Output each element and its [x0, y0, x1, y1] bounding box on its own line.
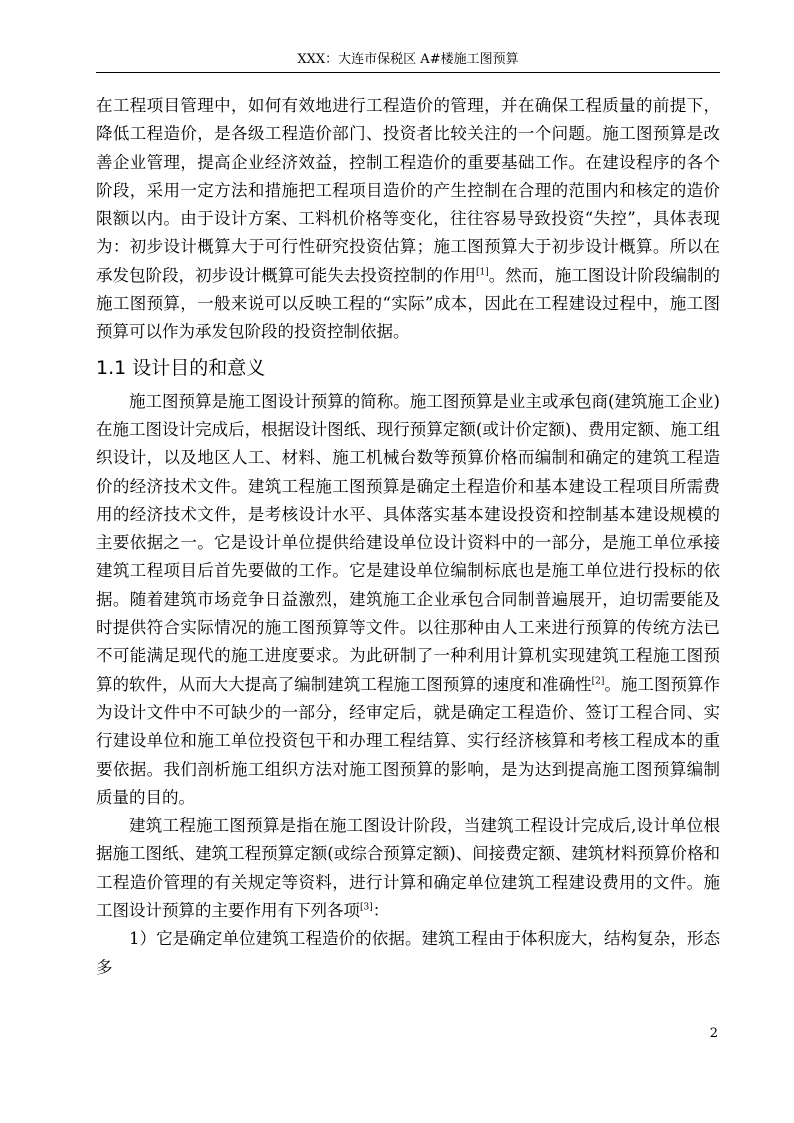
paragraph-definition-text-1: 施工图预算是施工图设计预算的简称。施工图预算是业主或承包商(建筑施工企业)在施工图设计完成后，根据设计图纸、现行预算定额(或计价定额)、费用定额、施工组织设计，以及地区人工、材料、施工机械台数等预算价格而编制和确定的建筑工程造价的经济技术文件。建筑工程施工图预算是确定土程造价和基本建设工程项目所需费用的经济技术文件，是考核设计水平、具体落实基本建设投资和控制基本建设规模的主要依据之一。它是设计单位提供给建设单位设计资料中的一部分，是施工单位承接建筑工程项目后首先要做的工作。它是建设单位编制标底也是施工单位进行投标的依据。随着建筑市场竞争日益激烈，建筑施工企业承包合同制普遍展开，迫切需要能及时提供符合实际情况的施工图预算等文件。以往那种由人工来进行预算的传统方法已不可能满足现代的施工进度要求。为此研制了一种利用计算机实现建筑工程施工图预算的软件，从而大大提高了编制建筑工程施工图预算的速度和准确性: [96, 391, 720, 694]
intro-text-2: 。然而，施工图设计阶段编制的施工图预算，一般来说可以反映工程的“实际”成本，因此在工程建设过程中，施工图预算可以作为承发包阶段的投资控制依据。: [96, 265, 721, 342]
header-title: XXX：大连市保税区 A#楼施工图预算: [297, 52, 519, 67]
intro-text-1: 在工程项目管理中，如何有效地进行工程造价的管理，并在确保工程质量的前提下，降低工程造价，是各级工程造价部门、投资者比较关注的一个问题。施工图预算是改善企业管理，提高企业经济效益，控制工程造价的重要基础工作。在建设程序的各个阶段，采用一定方法和措施把工程项目造价的产生控制在合理的范围内和核定的造价限额以内。由于设计方案、工料机价格等变化，往往容易导致投资“失控”，具体表现为：初步设计概算大于可行性研究投资估算；施工图预算大于初步设计概算。所以在承发包阶段，初步设计概算可能失去投资控制的作用: [96, 96, 720, 285]
intro-paragraph: [96, 92, 720, 347]
paragraph-purpose-text-1: 建筑工程施工图预算是指在施工图设计阶段，当建筑工程设计完成后,设计单位根据施工图纸、建筑工程预算定额(或综合预算定额)、间接费定额、建筑材料预算价格和工程造价管理的有关规定等资料，进行计算和确定单位建筑工程建设费用的文件。施工图设计预算的主要作用有下列各项: [96, 816, 720, 921]
citation-3: [3]: [360, 902, 373, 913]
document-body: [96, 92, 720, 982]
page-header: [96, 50, 720, 73]
section-heading: 1.1 设计目的和意义: [96, 356, 266, 379]
citation-1: [1]: [475, 267, 489, 278]
page-number: 2: [709, 1026, 718, 1041]
paragraph-definition: [96, 388, 720, 812]
paragraph-purpose: [96, 812, 720, 925]
paragraph-purpose-text-2: ：: [372, 901, 390, 921]
citation-2: [2]: [591, 676, 605, 687]
paragraph-definition-text-2: 。施工图预算作为设计文件中不可缺少的一部分，经审定后，就是确定工程造价、签订工程合同、实行建设单位和施工单位投资包干和办理工程结算、实行经济核算和考核工程成本的重要依据。我们剖析施工组织方法对施工图预算的影响，是为达到提高施工图预算编制质量的目的。: [96, 674, 721, 807]
list-item-1: 1）它是确定单位建筑工程造价的依据。建筑工程由于体积庞大，结构复杂，形态多: [96, 929, 720, 977]
